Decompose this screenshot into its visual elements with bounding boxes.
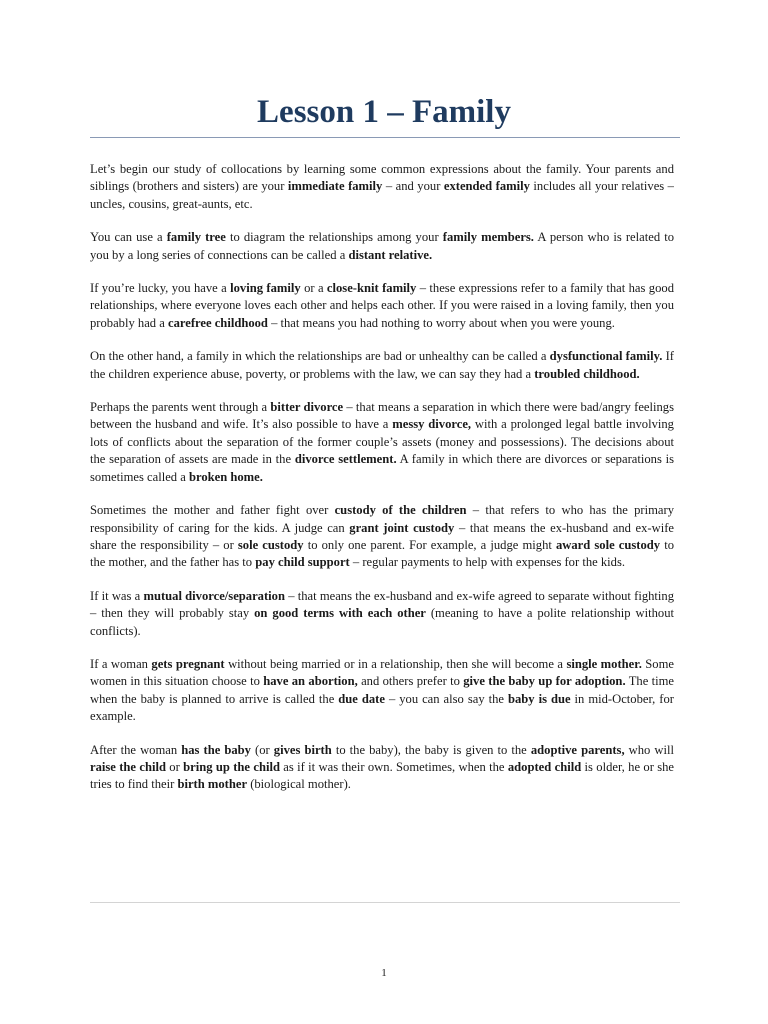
text-run: On the other hand, a family in which the relationships are bad or unhealthy can be called a — [90, 349, 550, 364]
paragraph — [90, 656, 674, 726]
text-run: (biological mother). — [247, 777, 351, 792]
text-run: and others prefer to — [357, 674, 464, 689]
text-run: is older, he or she tries to find their — [90, 759, 675, 792]
text-run: who will — [624, 742, 675, 757]
page-title: Lesson 1 – Family — [257, 94, 511, 130]
key-collocation: custody of the children — [334, 503, 467, 518]
key-collocation: sole custody — [237, 537, 304, 552]
key-collocation: close-knit family — [326, 281, 417, 296]
text-run: – regular payments to help with expenses for the kids. — [349, 555, 625, 570]
key-collocation: pay child support — [255, 555, 350, 570]
text-run: – that means the ex-husband and ex-wife share the responsibility – or — [90, 520, 674, 552]
footer-divider — [90, 902, 680, 903]
key-collocation: loving family — [230, 281, 301, 296]
key-collocation: baby is due — [507, 691, 571, 706]
text-run: A family in which there are divorces or separations is sometimes called a — [90, 452, 674, 484]
key-collocation: immediate family — [287, 179, 383, 194]
text-run: If a woman — [90, 656, 152, 671]
key-collocation: adoptive parents, — [530, 742, 625, 757]
text-run: in mid-October, for example. — [90, 691, 674, 724]
text-run: or a — [300, 281, 327, 296]
key-collocation: broken home. — [188, 469, 263, 484]
key-collocation: have an abortion, — [263, 674, 358, 689]
text-run: A person who is related to you by a long series of connections can be called a — [90, 230, 675, 262]
text-run: If you’re lucky, you have a — [90, 281, 231, 296]
key-collocation: give the baby up for adoption. — [463, 674, 626, 689]
key-collocation: grant joint custody — [349, 520, 455, 535]
text-run: – that refers to who has the primary responsibility of caring for the kids. A judge can — [90, 503, 675, 535]
text-run: – that means a separation in which there were bad/angry feelings between the husband and wife. It’s also possible to have a — [90, 400, 674, 432]
key-collocation: due date — [338, 691, 385, 706]
text-run: as if it was their own. Sometimes, when the — [279, 759, 508, 774]
paragraph — [90, 280, 674, 332]
text-run: (meaning to have a polite relationship without conflicts). — [90, 606, 674, 638]
title-divider — [90, 137, 680, 138]
key-collocation: has the baby — [181, 742, 251, 757]
text-run: to the mother, and the father has to — [90, 537, 674, 570]
text-run: If the children experience abuse, poverty, or problems with the law, we can say they had a — [90, 349, 674, 381]
text-run: After the woman — [90, 742, 182, 757]
key-collocation: troubled childhood. — [534, 366, 640, 381]
paragraph — [90, 229, 674, 264]
lesson-body — [90, 161, 674, 810]
paragraph — [90, 502, 674, 572]
key-collocation: family tree — [166, 230, 226, 245]
key-collocation: extended family — [443, 179, 530, 194]
paragraph — [90, 742, 674, 794]
key-collocation: family members. — [442, 230, 534, 245]
text-run: includes all your relatives – uncles, cousins, great-aunts, etc. — [90, 179, 674, 211]
text-run: – and your — [382, 179, 444, 194]
paragraph — [90, 348, 674, 383]
key-collocation: carefree childhood — [168, 315, 268, 330]
text-run: with a prolonged legal battle involving lots of conflicts about the separation of the former couple’s assets (money and possessions). The decisions about the separation of assets are made in the — [90, 417, 674, 467]
key-collocation: raise the child — [90, 759, 166, 774]
key-collocation: dysfunctional family. — [549, 349, 663, 364]
text-run: Some women in this situation choose to — [90, 656, 674, 689]
text-run: or — [165, 759, 184, 774]
key-collocation: on good terms with each other — [254, 606, 426, 621]
key-collocation: birth mother — [177, 777, 248, 792]
text-run: Sometimes the mother and father fight over — [90, 503, 335, 518]
text-run: If it was a — [90, 588, 144, 603]
text-run: – that means you had nothing to worry about when you were young. — [267, 315, 615, 330]
key-collocation: messy divorce, — [392, 417, 472, 432]
text-run: Let’s begin our study of collocations by learning some common expressions about the family. Your parents and siblings (brothers and sisters) are your — [90, 162, 674, 194]
key-collocation: mutual divorce/separation — [143, 588, 285, 603]
key-collocation: award sole custody — [555, 537, 661, 552]
key-collocation: single mother. — [566, 656, 642, 671]
key-collocation: gets pregnant — [151, 656, 225, 671]
paragraph — [90, 161, 674, 213]
text-run: to the baby), the baby is given to the — [331, 742, 531, 757]
text-run: You can use a — [90, 230, 167, 245]
text-run: to diagram the relationships among your — [225, 230, 443, 245]
paragraph — [90, 399, 674, 486]
key-collocation: gives birth — [273, 742, 332, 757]
text-run: – you can also say the — [384, 691, 508, 706]
key-collocation: bitter divorce — [270, 400, 344, 415]
key-collocation: distant relative. — [348, 247, 433, 262]
text-run: to only one parent. For example, a judge might — [303, 537, 556, 552]
text-run: (or — [250, 742, 274, 757]
text-run: The time when the baby is planned to arrive is called the — [90, 674, 674, 706]
paragraph — [90, 588, 674, 640]
key-collocation: bring up the child — [183, 759, 280, 774]
text-run: without being married or in a relationship, then she will become a — [224, 656, 567, 671]
text-run: – that means the ex-husband and ex-wife agreed to separate without fighting – then they will probably stay — [90, 588, 675, 621]
text-run: – these expressions refer to a family that has good relationships, where everyone loves each other and helps each other. If you were raised in a loving family, then you probably had a — [90, 281, 674, 330]
text-run: Perhaps the parents went through a — [90, 400, 271, 415]
key-collocation: divorce settlement. — [294, 452, 397, 467]
key-collocation: adopted child — [507, 759, 582, 774]
page-number: 1 — [381, 967, 387, 979]
